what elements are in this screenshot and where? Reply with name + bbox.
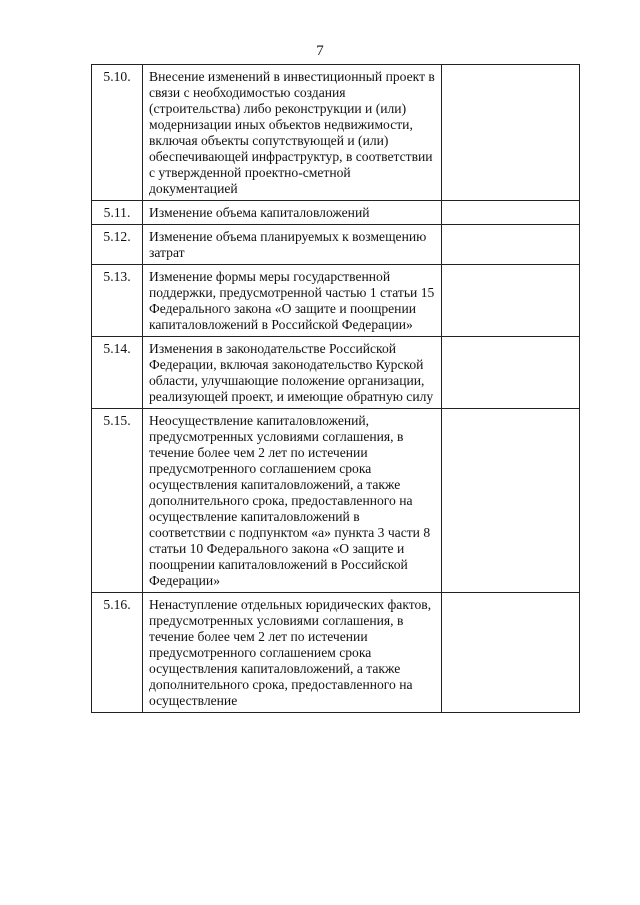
table-row [92, 201, 580, 225]
conditions-table [91, 64, 580, 713]
page-number: 7 [316, 43, 324, 59]
row-number: 5.10. [92, 65, 143, 201]
row-number: 5.12. [92, 225, 143, 265]
table-row [92, 337, 580, 409]
table-row [92, 225, 580, 265]
row-text: Изменение объема капиталовложений [143, 201, 442, 225]
empty-cell [442, 265, 580, 337]
empty-cell [442, 65, 580, 201]
row-text: Внесение изменений в инвестиционный проект в связи с необходимостью создания (строительства) либо реконструкции и (или) модернизации иных объектов недвижимости, включая объекты сопутствующей и (или) обеспечивающей инфраструктур, в соответствии с утвержденной проектно-сметной документацией [143, 65, 442, 201]
row-number: 5.11. [92, 201, 143, 225]
row-number: 5.16. [92, 593, 143, 713]
empty-cell [442, 201, 580, 225]
row-number: 5.14. [92, 337, 143, 409]
table-row [92, 409, 580, 593]
row-text: Изменение объема планируемых к возмещению затрат [143, 225, 442, 265]
empty-cell [442, 409, 580, 593]
row-text: Ненаступление отдельных юридических фактов, предусмотренных условиями соглашения, в течение более чем 2 лет по истечении предусмотренного соглашением срока осуществления капиталовложений, а также дополнительного срока, предоставленного на осуществление [143, 593, 442, 713]
empty-cell [442, 225, 580, 265]
row-number: 5.15. [92, 409, 143, 593]
row-text: Изменения в законодательстве Российской Федерации, включая законодательство Курской области, улучшающие положение организации, реализующей проект, и имеющие обратную силу [143, 337, 442, 409]
table-row [92, 593, 580, 713]
empty-cell [442, 593, 580, 713]
table-row [92, 65, 580, 201]
table-row [92, 265, 580, 337]
row-number: 5.13. [92, 265, 143, 337]
empty-cell [442, 337, 580, 409]
row-text: Изменение формы меры государственной поддержки, предусмотренной частью 1 статьи 15 Федерального закона «О защите и поощрении капиталовложений в Российской Федерации» [143, 265, 442, 337]
row-text: Неосуществление капиталовложений, предусмотренных условиями соглашения, в течение более чем 2 лет по истечении предусмотренного соглашением срока осуществления капиталовложений, а также дополнительного срока, предоставленного на осуществление капиталовложений в соответствии с подпунктом «а» пункта 3 части 8 статьи 10 Федерального закона «О защите и поощрении капиталовложений в Российской Федерации» [143, 409, 442, 593]
